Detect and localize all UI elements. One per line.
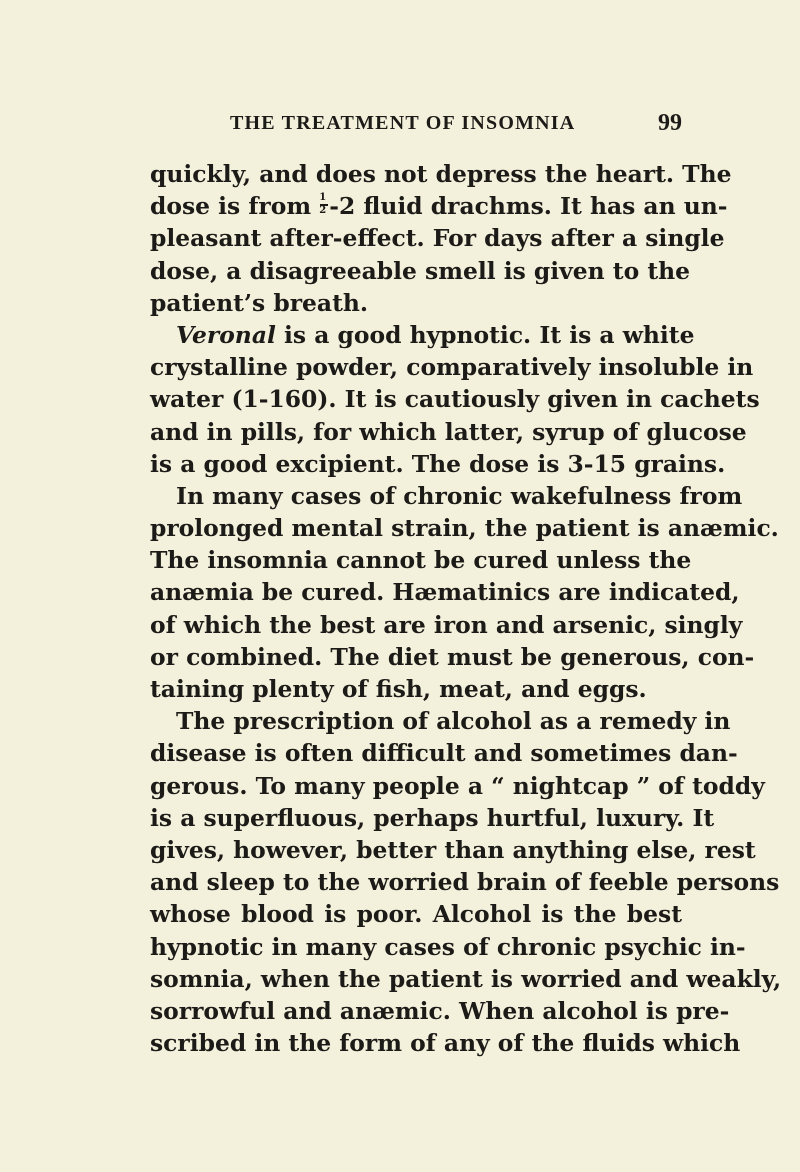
text-line-15: of which the best are iron and arsenic, singly [150, 610, 743, 639]
text-line-20: gerous. To many people a “ nightcap ” of toddy [150, 771, 765, 800]
running-head: THE TREATMENT OF INSOMNIA [230, 112, 576, 134]
text-line-18: The prescription of alcohol as a remedy in [176, 707, 731, 736]
text-line-9: and in pills, for which latter, syrup of glucose [150, 417, 747, 446]
text-line-19: disease is often difficult and sometimes dan- [150, 739, 738, 768]
text-line-5: patient’s breath. [150, 288, 369, 317]
half-fraction [319, 191, 329, 217]
page-number: 99 [658, 110, 682, 136]
text-line-2-rest: fluid drachms. It has an un- [363, 192, 728, 221]
text-line-1: quickly, and does not depress the heart. The [150, 160, 732, 188]
dose-suffix: -2 [329, 192, 356, 221]
text-line-3: pleasant after-effect. For days after a single [150, 224, 725, 253]
text-line-26: somnia, when the patient is worried and weakly, [150, 964, 782, 993]
text-line-21: is a superfluous, perhaps hurtful, luxury. It [150, 803, 715, 832]
text-line-11: In many cases of chronic wakefulness from [176, 481, 743, 510]
text-line-16: or combined. The diet must be generous, con- [150, 642, 755, 671]
text-line-25: hypnotic in many cases of chronic psychic in- [150, 932, 746, 961]
text-line-27: sorrowful and anæmic. When alcohol is pre- [150, 996, 730, 1025]
dose-prefix: dose is from [150, 192, 320, 221]
text-line-4: dose, a disagreeable smell is given to the [150, 256, 691, 285]
text-line-14: anæmia be cured. Hæmatinics are indicated, [150, 578, 740, 607]
text-line-22: gives, however, better than anything else, rest [150, 835, 756, 864]
text-line-6 [150, 319, 695, 351]
page-header [150, 110, 682, 140]
text-line-17: taining plenty of fish, meat, and eggs. [150, 675, 647, 703]
text-line-2 [150, 190, 728, 222]
text-line-8: water (1-160). It is cautiously given in cachets [150, 385, 760, 414]
text-line-23: and sleep to the worried brain of feeble persons [150, 868, 780, 897]
body-text [150, 158, 782, 1059]
fraction-denominator: 2 [319, 205, 327, 217]
text-line-24: whose blood is poor. Alcohol is the best [150, 900, 682, 929]
text-line-28: scribed in the form of any of the fluids which [150, 1029, 741, 1058]
text-line-10: is a good excipient. The dose is 3-15 grains. [150, 449, 726, 478]
text-line-12: prolonged mental strain, the patient is anæmic. [150, 514, 779, 543]
fraction-numerator: 1 [319, 192, 327, 204]
veronal-term: Veronal [176, 320, 276, 349]
text-line-6-rest: is a good hypnotic. It is a white [284, 320, 695, 349]
text-line-7: crystalline powder, comparatively insoluble in [150, 353, 754, 382]
text-line-13: The insomnia cannot be cured unless the [150, 546, 692, 575]
